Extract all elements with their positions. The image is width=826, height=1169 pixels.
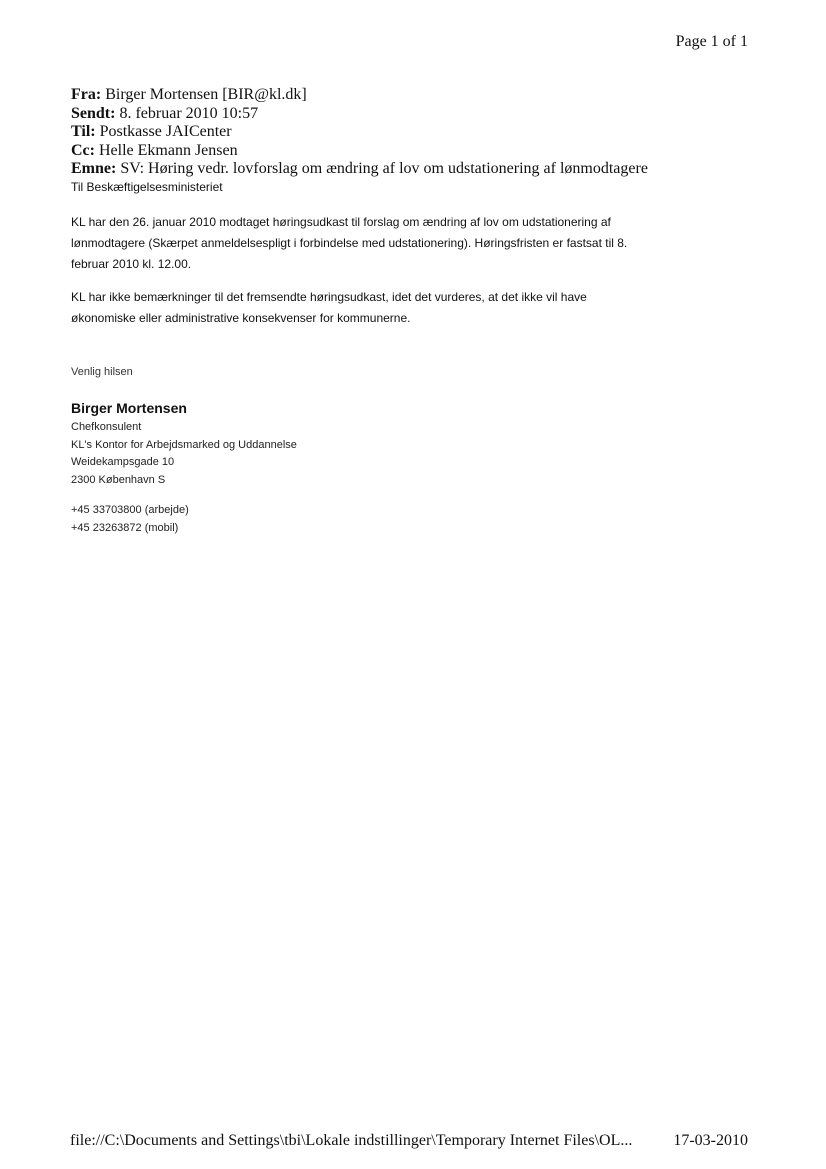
- header-subject: [71, 160, 648, 179]
- header-cc: [71, 142, 648, 161]
- signature-city: 2300 København S: [71, 473, 166, 486]
- to-value: Postkasse JAICenter: [99, 123, 232, 140]
- subject-label: Emne:: [71, 160, 117, 177]
- body-paragraph-2: [71, 287, 751, 329]
- header-sent: [71, 105, 648, 124]
- greeting: Venlig hilsen: [71, 366, 133, 378]
- email-headers: [71, 86, 648, 179]
- signature-name: Birger Mortensen: [71, 400, 187, 416]
- footer-file-path: file://C:\Documents and Settings\tbi\Lokale indstillinger\Temporary Internet Files\OL...: [70, 1132, 633, 1149]
- footer-date: 17-03-2010: [673, 1132, 748, 1149]
- signature-spacer: [71, 489, 297, 502]
- to-label: Til:: [71, 123, 96, 140]
- signature-phone-work: +45 33703800 (arbejde): [71, 504, 189, 516]
- recipient-line: Til Beskæftigelsesministeriet: [71, 180, 223, 194]
- signature-office: KL's Kontor for Arbejdsmarked og Uddannelse: [71, 438, 297, 451]
- body-paragraph-1: [71, 212, 751, 275]
- cc-value: Helle Ekmann Jensen: [98, 141, 238, 159]
- subject-value: SV: Høring vedr. lovforslag om ændring af lov om udstationering af lønmodtagere: [120, 160, 648, 177]
- from-label: Fra:: [71, 86, 102, 103]
- page-number: Page 1 of 1: [675, 33, 748, 50]
- signature-title: Chefkonsulent: [71, 421, 142, 433]
- header-to: [71, 123, 648, 142]
- cc-label: Cc:: [71, 141, 95, 159]
- sent-label: Sendt:: [71, 104, 116, 122]
- from-value: Birger Mortensen [BIR@kl.dk]: [105, 86, 307, 103]
- signature-block: [71, 400, 297, 537]
- signature-street: Weidekampsgade 10: [71, 456, 175, 468]
- header-from: [71, 86, 648, 105]
- paragraph-line: KL har den 26. januar 2010 modtaget høringsudkast til forslag om ændring af lov om udstationering af: [71, 215, 611, 229]
- paragraph-line: februar 2010 kl. 12.00.: [71, 257, 192, 271]
- paragraph-line: lønmodtagere (Skærpet anmeldelsespligt i forbindelse med udstationering). Høringsfristen er fastsat til 8.: [71, 236, 628, 250]
- sent-value: 8. februar 2010 10:57: [119, 104, 259, 122]
- paragraph-line: KL har ikke bemærkninger til det fremsendte høringsudkast, idet det vurderes, at det ikke vil have: [71, 290, 587, 304]
- paragraph-line: økonomiske eller administrative konsekvenser for kommunerne.: [71, 311, 411, 325]
- signature-phone-mobile: +45 23263872 (mobil): [71, 521, 179, 534]
